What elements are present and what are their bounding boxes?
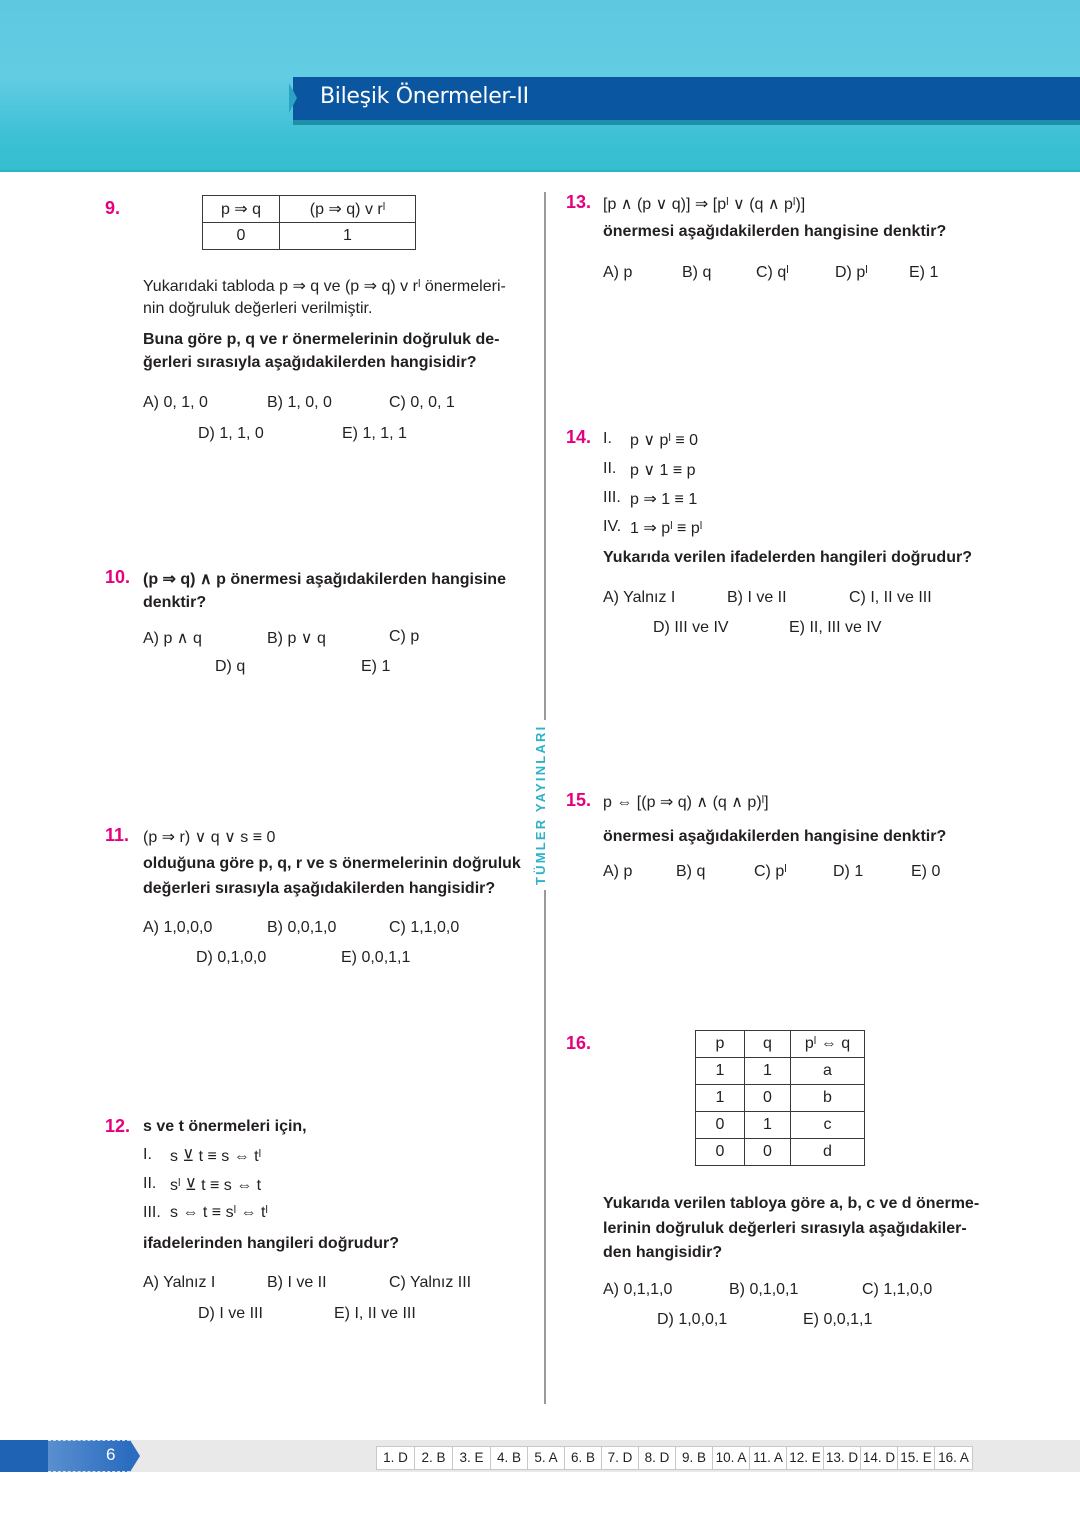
question-number: 11. <box>105 825 130 845</box>
answer-key-cell: 7. D <box>602 1447 639 1469</box>
answer-key-cell: 5. A <box>528 1447 565 1469</box>
option-a[interactable]: A) Yalnız I <box>143 1274 216 1291</box>
option-d[interactable]: D) 1,0,0,1 <box>657 1311 728 1328</box>
item-expression: p ∨ 1 ≡ p <box>630 462 696 479</box>
option-c[interactable]: C) 0, 0, 1 <box>389 394 455 411</box>
answer-key-cell: 10. A <box>713 1447 750 1469</box>
question-prompt: ğerleri sırasıyla aşağıdakilerden hangisidir? <box>143 354 477 371</box>
option-a[interactable]: A) p <box>603 264 633 281</box>
table-cell: 1 <box>280 223 416 250</box>
page-badge-accent <box>0 1440 48 1472</box>
option-c[interactable]: C) I, II ve III <box>849 589 932 606</box>
option-b[interactable]: B) I ve II <box>727 589 787 606</box>
answer-key-cell: 12. E <box>787 1447 824 1469</box>
question-prompt: Yukarıda verilen tabloya göre a, b, c ve d önerme- <box>603 1195 980 1212</box>
question-prompt: (p ⇒ q) ∧ p önermesi aşağıdakilerden hangisine <box>143 571 506 588</box>
answer-key-cell: 16. A <box>938 1450 969 1465</box>
option-b[interactable]: B) 0,0,1,0 <box>267 919 337 936</box>
answer-key-cell: 4. B <box>491 1447 528 1469</box>
option-b[interactable]: B) q <box>682 264 712 281</box>
question-number: 10. <box>105 567 131 587</box>
option-d[interactable]: D) III ve IV <box>653 619 729 636</box>
item-roman: II. <box>143 1175 157 1192</box>
question-number: 14. <box>566 427 592 447</box>
question-number: 9. <box>105 198 121 218</box>
item-roman: I. <box>143 1146 152 1163</box>
table-cell: 0 <box>696 1112 745 1139</box>
question-text: nin doğruluk değerleri verilmiştir. <box>143 300 373 317</box>
option-c[interactable]: C) 1,1,0,0 <box>389 919 460 936</box>
option-e[interactable]: E) II, III ve IV <box>789 619 882 636</box>
question-prompt: önermesi aşağıdakilerden hangisine denktir? <box>603 828 947 845</box>
option-a[interactable]: A) Yalnız I <box>603 589 676 606</box>
option-e[interactable]: E) I, II ve III <box>334 1305 416 1322</box>
answer-key-cell: 6. B <box>565 1447 602 1469</box>
table-header: (p ⇒ q) v rˡ <box>280 196 416 223</box>
table-header: pˡ ⇔ q <box>791 1031 865 1058</box>
option-e[interactable]: E) 0,0,1,1 <box>803 1311 873 1328</box>
answer-key-cell: 8. D <box>639 1447 676 1469</box>
truth-table <box>202 195 416 250</box>
item-roman: IV. <box>603 518 622 535</box>
option-e[interactable]: E) 0,0,1,1 <box>341 949 411 966</box>
option-b[interactable]: B) 1, 0, 0 <box>267 394 332 411</box>
option-d[interactable]: D) I ve III <box>198 1305 263 1322</box>
question-prompt: Buna göre p, q ve r önermelerinin doğruluk de- <box>143 331 500 348</box>
table-header: p <box>696 1031 745 1058</box>
answer-key <box>376 1446 973 1470</box>
option-c[interactable]: C) p <box>389 628 420 645</box>
option-c[interactable]: C) pˡ <box>754 863 787 880</box>
question-prompt: değerleri sırasıyla aşağıdakilerden hangisidir? <box>143 880 496 897</box>
question-number: 13. <box>566 192 592 212</box>
option-c[interactable]: C) Yalnız III <box>389 1274 472 1291</box>
option-d[interactable]: D) 0,1,0,0 <box>196 949 267 966</box>
question-expression: (p ⇒ r) ∨ q ∨ s ≡ 0 <box>143 829 276 846</box>
item-expression: s ⊻ t ≡ s ⇔ tˡ <box>170 1148 262 1165</box>
answer-key-cell: 9. B <box>676 1447 713 1469</box>
option-b[interactable]: B) 0,1,0,1 <box>729 1281 799 1298</box>
question-prompt: denktir? <box>143 594 207 611</box>
item-roman: III. <box>603 489 621 506</box>
table-header: q <box>745 1031 791 1058</box>
item-roman: II. <box>603 460 617 477</box>
question-prompt: ifadelerinden hangileri doğrudur? <box>143 1235 400 1252</box>
page-header <box>0 0 1080 172</box>
table-cell: c <box>791 1112 865 1139</box>
question-number: 12. <box>105 1116 131 1136</box>
question-prompt: lerinin doğruluk değerleri sırasıyla aşağıdakiler- <box>603 1220 967 1237</box>
question-prompt: den hangisidir? <box>603 1244 723 1261</box>
title-band <box>293 77 1080 120</box>
option-e[interactable]: E) 1 <box>361 658 391 675</box>
option-a[interactable]: A) 0, 1, 0 <box>143 394 208 411</box>
answer-key-cell: 11. A <box>750 1447 787 1469</box>
question-expression: p ⇔ [(p ⇒ q) ∧ (q ∧ p)ˡ] <box>603 794 769 811</box>
option-d[interactable]: D) 1 <box>833 863 864 880</box>
question-prompt: olduğuna göre p, q, r ve s önermelerinin doğruluk <box>143 855 521 872</box>
answer-key-cell: 1. D <box>377 1447 415 1469</box>
table-cell: b <box>791 1085 865 1112</box>
table-cell: 0 <box>203 223 280 250</box>
item-expression: 1 ⇒ pˡ ≡ pˡ <box>630 520 703 537</box>
option-e[interactable]: E) 1 <box>909 264 939 281</box>
answer-key-cell: 3. E <box>453 1447 491 1469</box>
item-expression: p ∨ pˡ ≡ 0 <box>630 432 699 449</box>
question-expression: [p ∧ (p ∨ q)] ⇒ [pˡ ∨ (q ∧ pˡ)] <box>603 196 806 213</box>
table-header: p ⇒ q <box>203 196 280 223</box>
option-a[interactable]: A) p ∧ q <box>143 630 202 647</box>
question-prompt: önermesi aşağıdakilerden hangisine denktir? <box>603 223 947 240</box>
option-a[interactable]: A) p <box>603 863 633 880</box>
option-c[interactable]: C) qˡ <box>756 264 789 281</box>
option-c[interactable]: C) 1,1,0,0 <box>862 1281 933 1298</box>
option-b[interactable]: B) I ve II <box>267 1274 327 1291</box>
option-e[interactable]: E) 1, 1, 1 <box>342 425 407 442</box>
page-title: Bileşik Önermeler-II <box>320 84 529 109</box>
table-cell: 1 <box>745 1058 791 1085</box>
publisher-label: TÜMLER YAYINLARI <box>533 720 548 890</box>
option-d[interactable]: D) q <box>215 658 246 675</box>
page-number: 6 <box>106 1445 116 1464</box>
option-a[interactable]: A) 1,0,0,0 <box>143 919 213 936</box>
question-prompt: Yukarıda verilen ifadelerden hangileri doğrudur? <box>603 549 972 566</box>
option-b[interactable]: B) p ∨ q <box>267 630 326 647</box>
table-cell: 0 <box>696 1139 745 1166</box>
question-number: 15. <box>566 790 592 810</box>
item-roman: I. <box>603 430 612 447</box>
option-b[interactable]: B) q <box>676 863 706 880</box>
option-d[interactable]: D) pˡ <box>835 264 868 281</box>
item-expression: p ⇒ 1 ≡ 1 <box>630 491 698 508</box>
question-number: 16. <box>566 1033 592 1053</box>
answer-key-cell: 2. B <box>415 1447 453 1469</box>
option-e[interactable]: E) 0 <box>911 863 941 880</box>
answer-key-cell: 13. D <box>824 1447 861 1469</box>
answer-key-cell: 14. D <box>861 1447 898 1469</box>
item-roman: III. <box>143 1204 161 1221</box>
option-d[interactable]: D) 1, 1, 0 <box>198 425 264 442</box>
item-expression: s ⇔ t ≡ sˡ ⇔ tˡ <box>170 1204 268 1221</box>
item-expression: sˡ ⊻ t ≡ s ⇔ t <box>170 1177 262 1194</box>
table-cell: a <box>791 1058 865 1085</box>
table-cell: d <box>791 1139 865 1166</box>
table-cell: 0 <box>745 1085 791 1112</box>
question-text: Yukarıdaki tabloda p ⇒ q ve (p ⇒ q) v rˡ önermeleri- <box>143 278 506 295</box>
table-cell: 0 <box>745 1139 791 1166</box>
table-cell: 1 <box>745 1112 791 1139</box>
truth-table <box>695 1030 865 1166</box>
answer-key-cell: 15. E <box>898 1447 935 1469</box>
table-cell: 1 <box>696 1058 745 1085</box>
table-cell: 1 <box>696 1085 745 1112</box>
page-badge <box>48 1440 130 1472</box>
question-intro: s ve t önermeleri için, <box>143 1118 307 1135</box>
option-a[interactable]: A) 0,1,1,0 <box>603 1281 673 1298</box>
